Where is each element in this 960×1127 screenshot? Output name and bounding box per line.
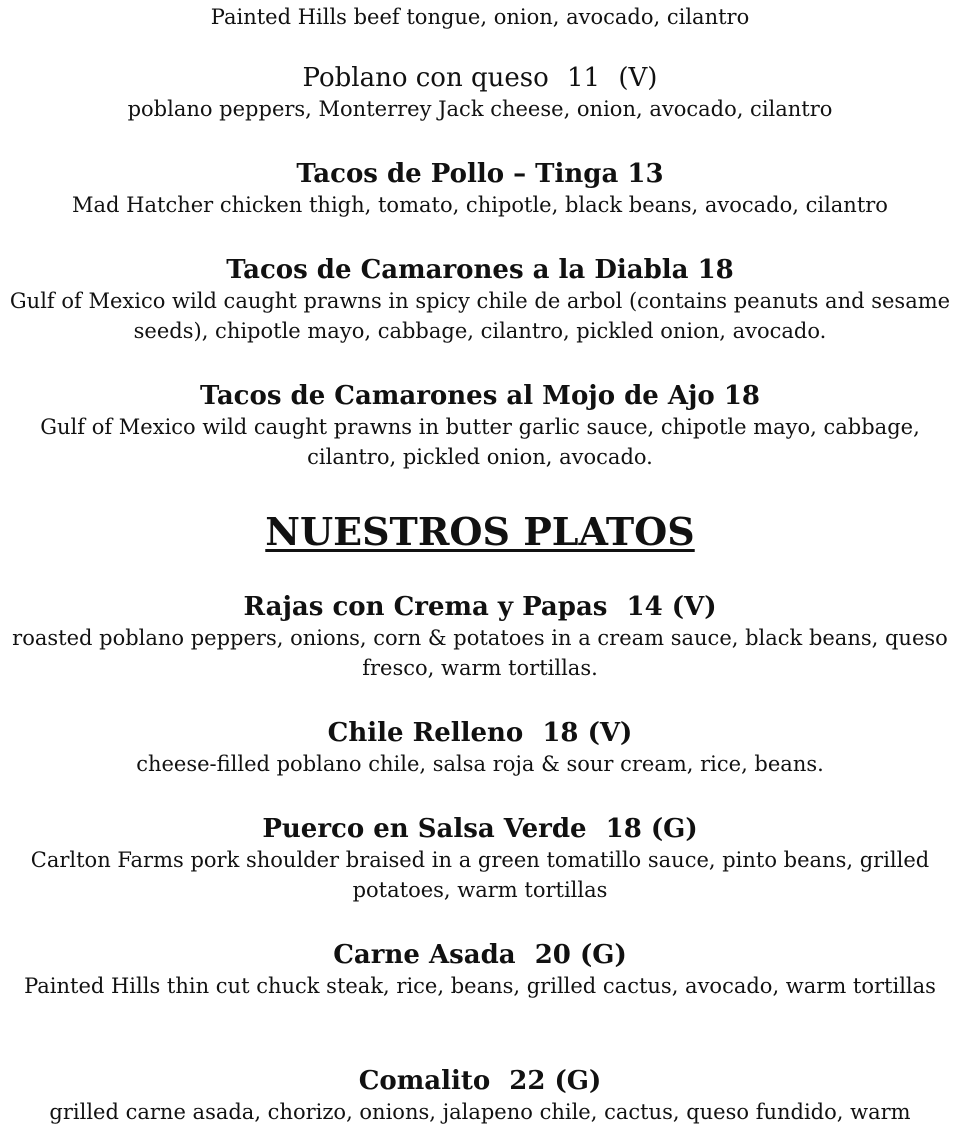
section-title: NUESTROS PLATOS	[265, 509, 695, 554]
menu-item-title	[0, 62, 960, 94]
menu-item-description: Mad Hatcher chicken thigh, tomato, chipotle, black beans, avocado, cilantro	[72, 193, 888, 217]
menu-item-name: Comalito	[358, 1066, 491, 1096]
menu-item-name: Chile Relleno	[327, 718, 524, 748]
menu-item-price: 20 (G)	[534, 940, 627, 970]
menu-item-tag: (V)	[618, 63, 658, 93]
menu-item-price: 13	[627, 159, 664, 189]
menu-item-description: grilled carne asada, chorizo, onions, jalapeno chile, cactus, queso fundido, warm	[49, 1100, 911, 1124]
menu-item-description: roasted poblano peppers, onions, corn & potatoes in a cream sauce, black beans, queso fresco, warm tortillas.	[12, 626, 948, 680]
menu-item-poblano-con-queso	[0, 62, 960, 124]
menu-item-price: 18	[723, 381, 761, 411]
menu-item-price: 18 (V)	[542, 718, 633, 748]
menu-item-description: Painted Hills thin cut chuck steak, rice, beans, grilled cactus, avocado, warm tortillas	[24, 974, 936, 998]
menu-item-name: Rajas con Crema y Papas	[243, 592, 608, 622]
menu-item-comalito	[0, 1065, 960, 1127]
menu-item-title	[0, 1065, 960, 1097]
menu-item-camarones-diabla	[0, 254, 960, 346]
menu-item-name: Tacos de Camarones al Mojo de Ajo	[199, 381, 715, 411]
menu-item-title	[0, 591, 960, 623]
menu-item-price: 14 (V)	[626, 592, 717, 622]
menu-item-name: Tacos de Camarones a la Diabla	[226, 255, 689, 285]
menu-item-title	[0, 939, 960, 971]
menu-item-title	[0, 158, 960, 190]
menu-item-title	[0, 380, 960, 412]
menu-item-title	[0, 717, 960, 749]
menu-item-carne-asada	[0, 939, 960, 1001]
menu-item-chile-relleno	[0, 717, 960, 779]
menu-item-tacos-de-pollo	[0, 158, 960, 220]
menu-item-name: Carne Asada	[333, 940, 516, 970]
menu-item-price: 11	[567, 63, 601, 93]
menu-item-name: Puerco en Salsa Verde	[262, 814, 587, 844]
menu-item-camarones-mojo-de-ajo	[0, 380, 960, 472]
menu-item-price: 18 (G)	[605, 814, 698, 844]
menu-item-price: 18	[697, 255, 734, 285]
menu-item-rajas-con-crema	[0, 591, 960, 683]
intro-item-description: Painted Hills beef tongue, onion, avocado, cilantro	[210, 5, 750, 29]
menu-item-title	[0, 254, 960, 286]
menu-item-description: poblano peppers, Monterrey Jack cheese, onion, avocado, cilantro	[127, 97, 833, 121]
menu-item-name: Tacos de Pollo – Tinga	[296, 159, 619, 189]
menu-item-puerco-salsa-verde	[0, 813, 960, 905]
menu-item-title	[0, 813, 960, 845]
menu-item-description: Gulf of Mexico wild caught prawns in spicy chile de arbol (contains peanuts and sesame seeds), chipotle mayo, cabbage, cilantro, pickled onion, avocado.	[9, 289, 951, 343]
menu-item-price: 22 (G)	[509, 1066, 602, 1096]
menu-item-name: Poblano con queso	[302, 63, 549, 93]
menu-item-description: cheese-filled poblano chile, salsa roja & sour cream, rice, beans.	[136, 752, 824, 776]
menu-item-description: Gulf of Mexico wild caught prawns in butter garlic sauce, chipotle mayo, cabbage, cilantro, pickled onion, avocado.	[40, 415, 920, 469]
menu-item-description: Carlton Farms pork shoulder braised in a green tomatillo sauce, pinto beans, grilled potatoes, warm tortillas	[30, 848, 930, 902]
